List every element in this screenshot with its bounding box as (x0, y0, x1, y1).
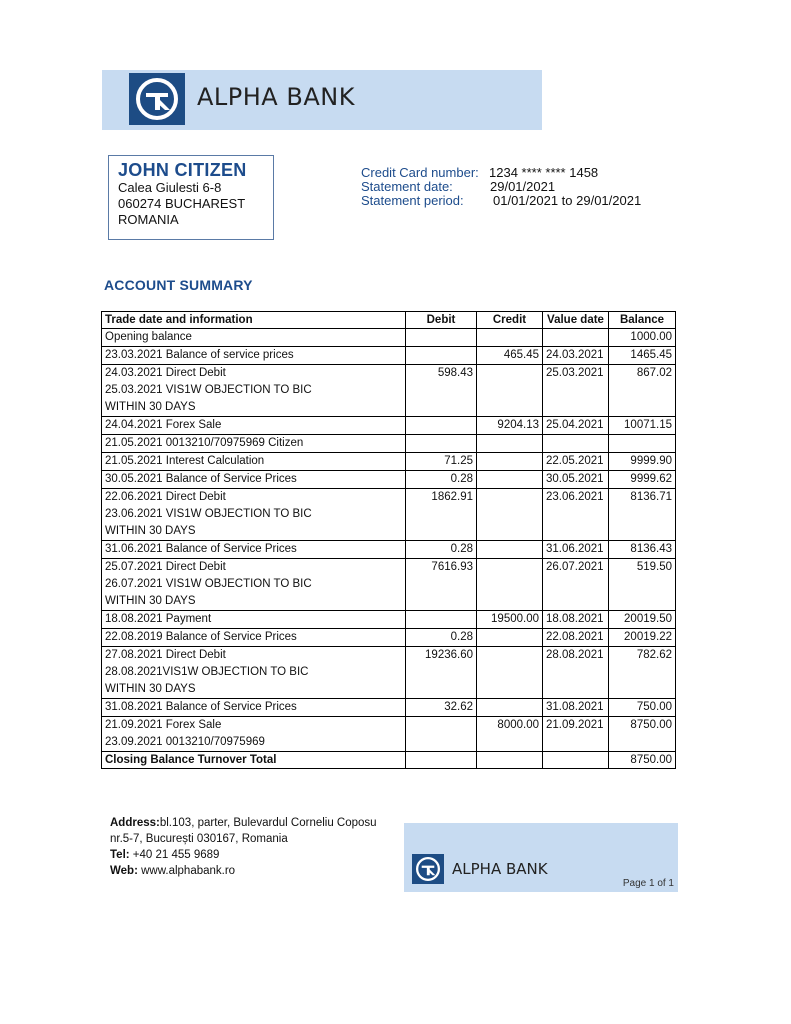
trade-info-line: 18.08.2021 Payment (105, 613, 212, 625)
balance-cell: 8136.43 (609, 541, 676, 559)
value-date-cell: 24.03.2021 (543, 347, 609, 365)
credit-cell: 465.45 (477, 347, 543, 365)
section-title: ACCOUNT SUMMARY (104, 277, 253, 293)
debit-cell: 0.28 (406, 541, 477, 559)
value-date-cell: 25.03.2021 (543, 365, 609, 417)
header-banner (102, 70, 542, 130)
trade-info-line: 23.09.2021 0013210/70975969 (105, 736, 265, 748)
credit-cell (477, 489, 543, 541)
trade-info-cell (102, 611, 406, 629)
card-number-label: Credit Card number: (361, 165, 479, 180)
balance-cell: 867.02 (609, 365, 676, 417)
trade-info-line: 21.09.2021 Forex Sale (105, 719, 222, 731)
trade-info-line: 24.04.2021 Forex Sale (105, 419, 222, 431)
trade-info-line: 22.06.2021 Direct Debit (105, 491, 226, 503)
credit-cell (477, 365, 543, 417)
statement-date: 29/01/2021 (490, 179, 556, 194)
customer-name: JOHN CITIZEN (118, 160, 247, 180)
table-row (102, 435, 676, 453)
closing-credit (477, 752, 543, 769)
trade-info-line: 21.05.2021 0013210/70975969 Citizen (105, 437, 304, 449)
footer-bank-name: ALPHA BANK (452, 860, 548, 878)
balance-cell: 8136.71 (609, 489, 676, 541)
value-date-cell: 25.04.2021 (543, 417, 609, 435)
address-line: 060274 BUCHAREST (118, 196, 246, 211)
balance-cell: 519.50 (609, 559, 676, 611)
trade-info-cell (102, 417, 406, 435)
table-row (102, 629, 676, 647)
value-date-cell: 28.08.2021 (543, 647, 609, 699)
closing-row (102, 752, 676, 769)
column-header: Balance (609, 312, 676, 329)
debit-cell (406, 329, 477, 347)
balance-cell (609, 435, 676, 453)
table-row (102, 365, 676, 417)
credit-cell (477, 699, 543, 717)
value-date-cell: 30.05.2021 (543, 471, 609, 489)
debit-cell: 598.43 (406, 365, 477, 417)
trade-info-line: 25.03.2021 VIS1W OBJECTION TO BIC (105, 384, 312, 396)
table-row (102, 611, 676, 629)
value-date-cell (543, 329, 609, 347)
trade-info-line: 23.03.2021 Balance of service prices (105, 349, 294, 361)
value-date-cell: 18.08.2021 (543, 611, 609, 629)
trade-info-cell (102, 647, 406, 699)
table-row (102, 559, 676, 611)
table-row (102, 471, 676, 489)
trade-info-line: 24.03.2021 Direct Debit (105, 367, 226, 379)
footer-banner (404, 823, 678, 892)
credit-cell (477, 647, 543, 699)
balance-cell: 1465.45 (609, 347, 676, 365)
address-line2: nr.5-7, București 030167, Romania (110, 833, 288, 845)
trade-info-line: 21.05.2021 Interest Calculation (105, 455, 265, 467)
account-summary-table (101, 311, 676, 769)
closing-debit (406, 752, 477, 769)
credit-cell: 8000.00 (477, 717, 543, 752)
column-header: Trade date and information (102, 312, 406, 329)
table-row (102, 329, 676, 347)
trade-info-cell (102, 365, 406, 417)
credit-cell (477, 629, 543, 647)
trade-info-cell (102, 541, 406, 559)
trade-info-line: 22.08.2019 Balance of Service Prices (105, 631, 297, 643)
credit-cell (477, 329, 543, 347)
trade-info-cell (102, 471, 406, 489)
trade-info-line: 27.08.2021 Direct Debit (105, 649, 226, 661)
value-date-cell: 21.09.2021 (543, 717, 609, 752)
trade-info-line: WITHIN 30 DAYS (105, 401, 196, 413)
web-label: Web: (110, 865, 138, 877)
balance-cell: 8750.00 (609, 717, 676, 752)
trade-info-cell (102, 559, 406, 611)
table-row (102, 717, 676, 752)
value-date-cell: 26.07.2021 (543, 559, 609, 611)
trade-info-line: WITHIN 30 DAYS (105, 525, 196, 537)
statement-date-label: Statement date: (361, 179, 453, 194)
debit-cell: 0.28 (406, 629, 477, 647)
balance-cell: 20019.50 (609, 611, 676, 629)
column-header: Value date (543, 312, 609, 329)
alpha-bank-logo-icon (129, 73, 185, 125)
trade-info-line: 28.08.2021VIS1W OBJECTION TO BIC (105, 666, 309, 678)
credit-cell: 9204.13 (477, 417, 543, 435)
debit-cell (406, 611, 477, 629)
debit-cell (406, 417, 477, 435)
trade-info-line: WITHIN 30 DAYS (105, 595, 196, 607)
trade-info-line: 23.06.2021 VIS1W OBJECTION TO BIC (105, 508, 312, 520)
table-row (102, 489, 676, 541)
page-number: Page 1 of 1 (622, 878, 674, 889)
balance-cell: 9999.62 (609, 471, 676, 489)
value-date-cell: 23.06.2021 (543, 489, 609, 541)
debit-cell (406, 435, 477, 453)
value-date-cell: 22.08.2021 (543, 629, 609, 647)
table-row (102, 647, 676, 699)
bank-name: ALPHA BANK (197, 83, 355, 111)
trade-info-line: 30.05.2021 Balance of Service Prices (105, 473, 297, 485)
closing-label: Closing Balance Turnover Total (102, 752, 406, 769)
column-header: Credit (477, 312, 543, 329)
trade-info-cell (102, 435, 406, 453)
debit-cell: 7616.93 (406, 559, 477, 611)
table-row (102, 453, 676, 471)
trade-info-cell (102, 453, 406, 471)
customer-address-box (108, 155, 274, 240)
balance-cell: 10071.15 (609, 417, 676, 435)
alpha-bank-logo-icon (412, 854, 444, 884)
trade-info-line: 26.07.2021 VIS1W OBJECTION TO BIC (105, 578, 312, 590)
closing-balance: 8750.00 (609, 752, 676, 769)
column-header: Debit (406, 312, 477, 329)
balance-cell: 1000.00 (609, 329, 676, 347)
statement-period-label: Statement period: (361, 193, 464, 208)
credit-cell (477, 559, 543, 611)
debit-cell: 1862.91 (406, 489, 477, 541)
credit-cell (477, 471, 543, 489)
balance-cell: 20019.22 (609, 629, 676, 647)
address-label: Address: (110, 817, 160, 829)
card-number: 1234 **** **** 1458 (489, 165, 599, 180)
debit-cell: 19236.60 (406, 647, 477, 699)
trade-info-line: 31.08.2021 Balance of Service Prices (105, 701, 297, 713)
footer-address (110, 815, 377, 879)
trade-info-cell (102, 717, 406, 752)
statement-period: 01/01/2021 to 29/01/2021 (493, 193, 642, 208)
value-date-cell: 22.05.2021 (543, 453, 609, 471)
credit-cell (477, 541, 543, 559)
tel-label: Tel: (110, 849, 130, 861)
table-row (102, 541, 676, 559)
table-row (102, 347, 676, 365)
website-link[interactable]: www.alphabank.ro (137, 865, 236, 877)
credit-cell (477, 435, 543, 453)
value-date-cell: 31.08.2021 (543, 699, 609, 717)
debit-cell (406, 347, 477, 365)
tel-number: +40 21 455 9689 (129, 849, 220, 861)
trade-info-line: WITHIN 30 DAYS (105, 683, 196, 695)
table-row (102, 417, 676, 435)
trade-info-cell (102, 699, 406, 717)
address-line1: bl.103, parter, Bulevardul Corneliu Coposu (159, 817, 377, 829)
debit-cell: 71.25 (406, 453, 477, 471)
credit-cell: 19500.00 (477, 611, 543, 629)
debit-cell: 0.28 (406, 471, 477, 489)
trade-info-cell (102, 329, 406, 347)
trade-info-cell (102, 629, 406, 647)
trade-info-cell (102, 347, 406, 365)
trade-info-line: 25.07.2021 Direct Debit (105, 561, 226, 573)
trade-info-line: 31.06.2021 Balance of Service Prices (105, 543, 297, 555)
value-date-cell (543, 435, 609, 453)
table-row (102, 699, 676, 717)
trade-info-line: Opening balance (105, 331, 192, 343)
closing-value-date (543, 752, 609, 769)
credit-cell (477, 453, 543, 471)
debit-cell: 32.62 (406, 699, 477, 717)
balance-cell: 9999.90 (609, 453, 676, 471)
value-date-cell: 31.06.2021 (543, 541, 609, 559)
debit-cell (406, 717, 477, 752)
balance-cell: 782.62 (609, 647, 676, 699)
table-header-row (102, 312, 676, 329)
balance-cell: 750.00 (609, 699, 676, 717)
address-line: Calea Giulesti 6-8 (118, 180, 222, 195)
trade-info-cell (102, 489, 406, 541)
address-line: ROMANIA (118, 212, 179, 227)
